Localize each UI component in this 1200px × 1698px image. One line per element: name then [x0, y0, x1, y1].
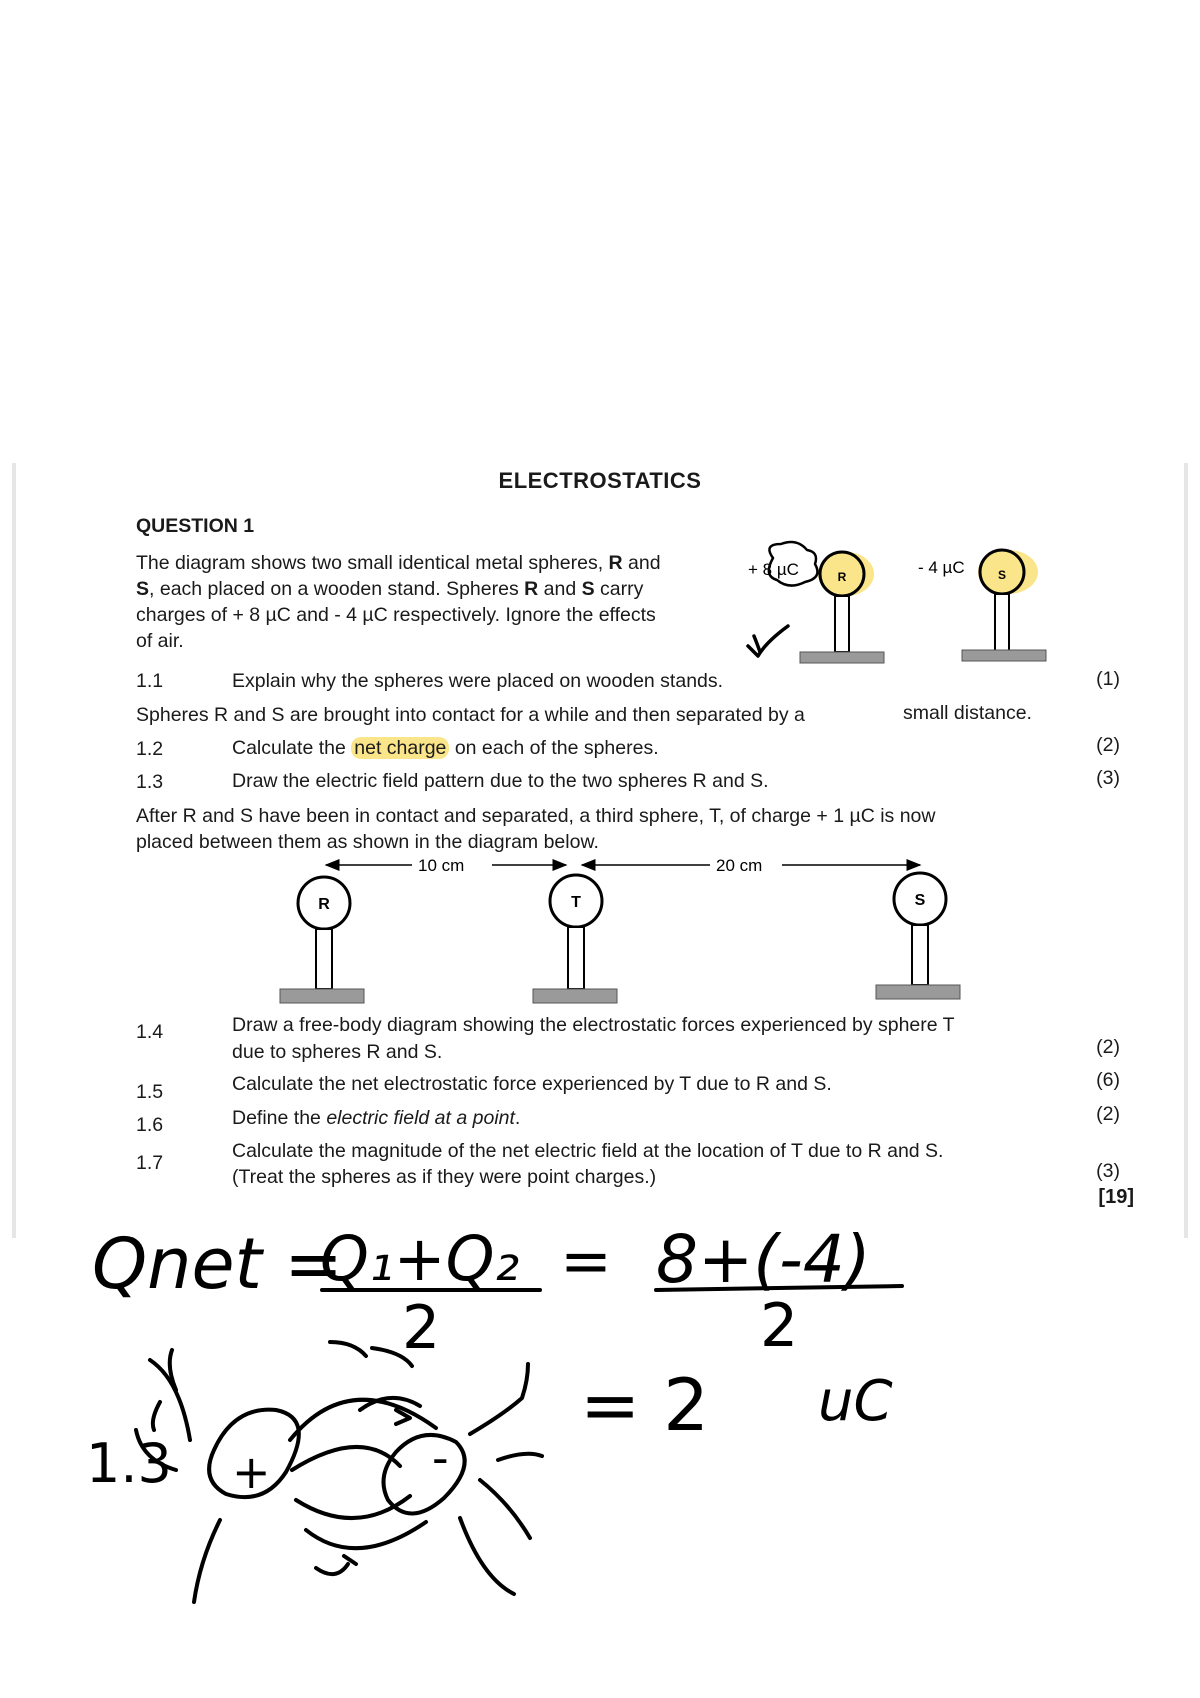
- sphere-s-letter: S: [997, 568, 1007, 582]
- q1-3-text: Draw the electric field pattern due to the two spheres R and S.: [232, 770, 769, 792]
- q1-4-text-2: due to spheres R and S.: [232, 1041, 443, 1063]
- net-charge-highlight: net charge: [351, 737, 449, 759]
- q1-7-text-1: Calculate the magnitude of the net electric field at the location of T due to R and S.: [232, 1140, 944, 1162]
- page-title: ELECTROSTATICS: [498, 468, 702, 493]
- charge-s-label: - 4 µC: [918, 558, 965, 577]
- hw-approx-equals: =: [560, 1224, 612, 1297]
- q1-7-marks: (3): [1096, 1160, 1120, 1182]
- q1-2-marks: (2): [1096, 734, 1120, 756]
- q1-6-emphasis: electric field at a point: [326, 1107, 515, 1129]
- intro-line: The diagram shows two small identical metal spheres, R and: [136, 552, 661, 574]
- q1-7-text-2: (Treat the spheres as if they were point charges.): [232, 1166, 657, 1188]
- after-text-2: placed between them as shown in the diagram below.: [136, 831, 599, 853]
- q1-4-text-1: Draw a free-body diagram showing the electrostatic forces experienced by sphere T: [232, 1014, 955, 1036]
- q1-6-number: 1.6: [136, 1114, 164, 1136]
- q1-2-text: Calculate the net charge on each of the spheres.: [232, 737, 659, 759]
- q1-4-marks: (2): [1096, 1036, 1120, 1058]
- dimension-20cm: 20 cm: [716, 856, 763, 875]
- q1-1-marks: (1): [1096, 668, 1120, 690]
- hw-denominator-1: 2: [402, 1293, 441, 1363]
- q1-6-marks: (2): [1096, 1103, 1120, 1125]
- hw-result: = 2: [580, 1363, 710, 1447]
- q1-6-text: Define the electric field at a point.: [232, 1107, 521, 1129]
- q1-3-number: 1.3: [136, 771, 164, 793]
- q1-3-marks: (3): [1096, 767, 1120, 789]
- hw-denominator-2: 2: [760, 1291, 799, 1361]
- hw-label-1-3: 1.3: [86, 1432, 172, 1495]
- contact-text: Spheres R and S are brought into contact for a while and then separated by a: [136, 704, 805, 726]
- sphere-r-letter: R: [837, 570, 847, 584]
- hw-unit: uC: [818, 1369, 893, 1434]
- hw-qnet: Qnet =: [92, 1223, 343, 1305]
- hw-8-plus-minus-4: 8+(-4): [656, 1221, 871, 1298]
- total-marks: [19]: [1098, 1186, 1134, 1208]
- contact-text-end: small distance.: [903, 702, 1032, 724]
- sphere-s-2-letter: S: [914, 892, 926, 909]
- charge-r-label: + 8 µC: [748, 560, 799, 579]
- q1-1-number: 1.1: [136, 670, 164, 692]
- intro-line: of air.: [136, 630, 184, 652]
- q1-4-number: 1.4: [136, 1021, 164, 1043]
- hw-minus-sign: -: [432, 1431, 449, 1485]
- q1-5-number: 1.5: [136, 1081, 164, 1103]
- q1-5-marks: (6): [1096, 1069, 1120, 1091]
- q1-1-text: Explain why the spheres were placed on wooden stands.: [232, 670, 724, 692]
- intro-line: charges of + 8 µC and - 4 µC respectively. Ignore the effects: [136, 604, 656, 626]
- hw-q1-plus-q2: Q₁+Q₂: [320, 1222, 520, 1295]
- intro-line: S, each placed on a wooden stand. Spheres R and S carry: [136, 578, 644, 600]
- q1-5-text: Calculate the net electrostatic force experienced by T due to R and S.: [232, 1073, 832, 1095]
- after-text-1: After R and S have been in contact and separated, a third sphere, T, of charge + 1 µC is now: [136, 805, 936, 827]
- question-heading: QUESTION 1: [136, 515, 255, 537]
- hw-plus-sign: +: [232, 1445, 271, 1499]
- sphere-t-letter: T: [571, 894, 581, 911]
- hw-field-pattern: [136, 1342, 542, 1602]
- dimension-10cm: 10 cm: [418, 856, 465, 875]
- q1-7-number: 1.7: [136, 1152, 164, 1174]
- q1-2-number: 1.2: [136, 738, 164, 760]
- sphere-r-2-letter: R: [318, 896, 330, 913]
